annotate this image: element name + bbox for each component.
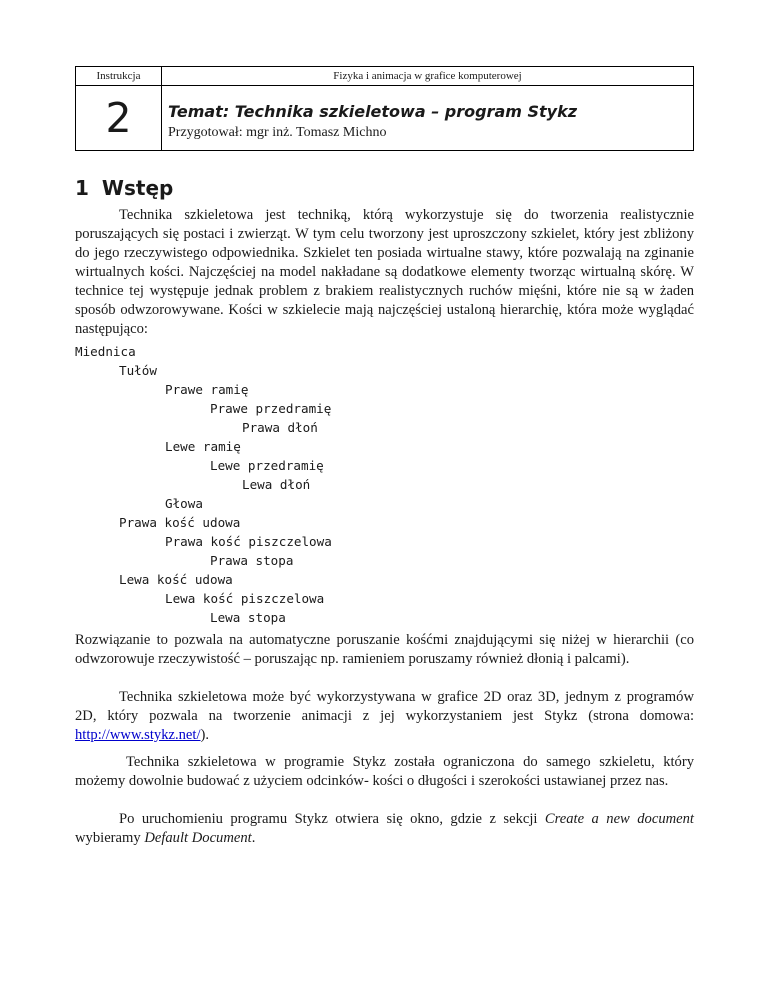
hierarchy-item: Lewe przedramię: [210, 458, 324, 473]
hierarchy-item: Prawa dłoń: [242, 420, 318, 435]
paragraph-stykz: Technika szkieletowa w programie Stykz została ograniczona do samego szkieletu, który możemy dowolnie budować z użyciem odcinków- kości o długości i szerokości ustawianej przez nas.: [75, 754, 694, 789]
hierarchy-item: Prawa kość piszczelowa: [165, 534, 332, 549]
header-table: [75, 66, 694, 151]
hierarchy-item: Lewa dłoń: [242, 477, 311, 492]
instruction-number: 2: [76, 86, 162, 151]
paragraph-2d3d-text: Technika szkieletowa może być wykorzystywana w grafice 2D oraz 3D, jednym z programów 2D, który pozwala na tworzenie animacji z jej wykorzystaniem jest Stykz (strona domowa:: [75, 689, 694, 724]
hierarchy-item: Lewa kość piszczelowa: [165, 591, 325, 606]
hierarchy-item: Prawe przedramię: [210, 401, 332, 416]
paragraph-2d3d: [75, 688, 694, 745]
create-document-section: Create a new document: [544, 811, 694, 827]
paragraph-intro: Technika szkieletowa jest techniką, którą wykorzystuje się do tworzenia realistycznie poruszających się postaci i zwierząt. W tym celu tworzony jest uproszczony szkielet, który jest zbliżony do jego rzeczywistego odpowiednika. Szkielet ten posiada wirtualne stawy, które pozwalają na zginanie wirtualnych kości. Najczęściej na model nakładane są dodatkowe elementy tworząc wirtualną skórę. W technice tej występuje jednak problem z brakiem realistycznych ruchów mięśni, które nie są w żaden sposób odwzorowywane. Kości w szkielecie mają najczęściej ustaloną hierarchię, która może wyglądać następująco:: [75, 207, 694, 337]
topic-cell: [162, 86, 694, 151]
course-title: Fizyka i animacja w grafice komputerowej: [162, 67, 694, 86]
bone-hierarchy: [75, 342, 332, 627]
hierarchy-item: Tułów: [119, 363, 157, 378]
hierarchy-item: Lewa kość udowa: [119, 572, 233, 587]
section-number: 1: [75, 176, 89, 200]
paragraph-launch-text: Po uruchomieniu programu Stykz otwiera się okno, gdzie z sekcji: [119, 811, 545, 827]
hierarchy-item: Głowa: [165, 496, 203, 511]
hierarchy-item: Miednica: [75, 344, 136, 359]
paragraph-solution: Rozwiązanie to pozwala na automatyczne poruszanie kośćmi znajdującymi się niżej w hierarchii (co odwzorowuje rzeczywistość – poruszając np. ramieniem poruszamy również dłonią i palcami).: [75, 632, 694, 667]
default-document-option: Default Document: [144, 830, 252, 846]
paragraph-launch: [75, 810, 694, 848]
hierarchy-item: Lewe ramię: [165, 439, 241, 454]
hierarchy-item: Lewa stopa: [210, 610, 286, 625]
hierarchy-item: Prawa stopa: [210, 553, 294, 568]
section-title: Wstęp: [101, 176, 174, 200]
section-heading: [75, 176, 173, 200]
paragraph-launch-mid: wybieramy: [75, 830, 145, 846]
stykz-homepage-link[interactable]: http://www.stykz.net/: [75, 727, 201, 743]
hierarchy-item: Prawa kość udowa: [119, 515, 241, 530]
topic-author: Przygotował: mgr inż. Tomasz Michno: [168, 125, 387, 140]
paragraph-2d3d-end: ).: [200, 727, 210, 743]
topic-title: Temat: Technika szkieletowa – program Stykz: [168, 102, 578, 121]
hierarchy-item: Prawe ramię: [165, 382, 249, 397]
paragraph-launch-end: .: [251, 830, 256, 846]
instruction-label: Instrukcja: [76, 67, 162, 86]
